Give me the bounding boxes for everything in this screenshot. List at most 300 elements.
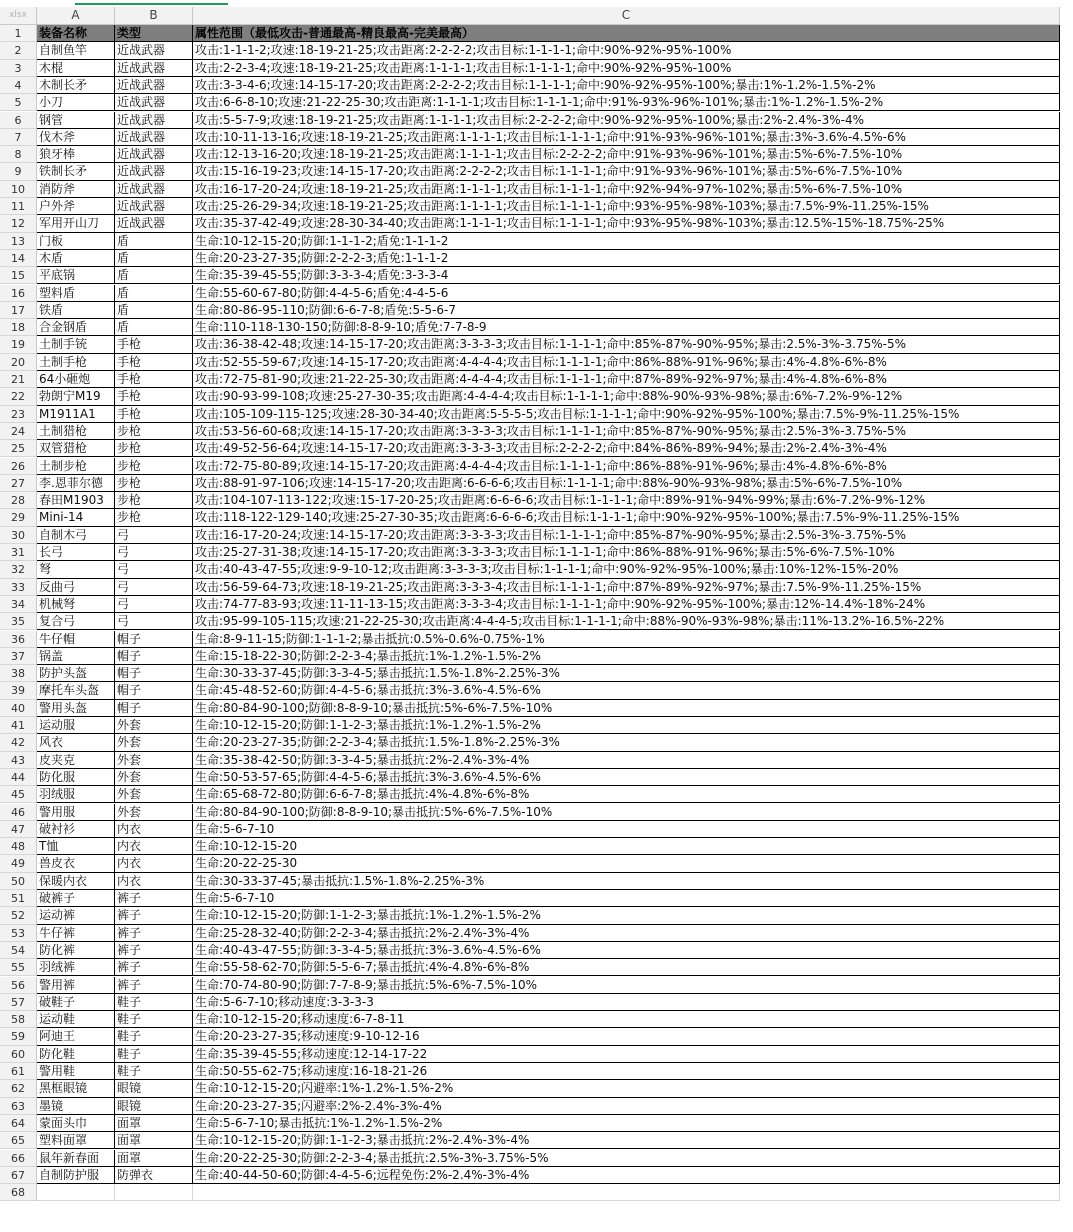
type-cell[interactable]: 帽子 [115, 700, 193, 717]
type-cell[interactable]: 裤子 [115, 977, 193, 994]
attr-cell[interactable]: 生命:50-53-57-65;防御:4-4-5-6;暴击抵抗:3%-3.6%-4.5%-6% [193, 769, 1060, 786]
type-cell[interactable]: 鞋子 [115, 1028, 193, 1045]
attr-cell[interactable]: 生命:20-23-27-35;防御:2-2-3-4;暴击抵抗:1.5%-1.8%-2.25%-3% [193, 734, 1060, 751]
row-number[interactable]: 36 [0, 631, 37, 648]
attr-cell[interactable]: 攻击:15-16-19-23;攻速:14-15-17-20;攻击距离:2-2-2-2;攻击目标:1-1-1-1;命中:91%-93%-96%-101%;暴击:5%-6%-7.5%-10% [193, 163, 1060, 180]
row-number[interactable]: 5 [0, 94, 37, 111]
type-cell[interactable]: 外套 [115, 717, 193, 734]
name-cell[interactable]: 鼠年新春面 [37, 1150, 115, 1167]
row-number[interactable]: 34 [0, 596, 37, 613]
row-number[interactable]: 24 [0, 423, 37, 440]
table-row [0, 1115, 1060, 1132]
type-cell[interactable]: 外套 [115, 786, 193, 803]
type-cell[interactable]: 近战武器 [115, 181, 193, 198]
row-number[interactable]: 66 [0, 1150, 37, 1167]
row-number[interactable]: 31 [0, 544, 37, 561]
row-number[interactable]: 45 [0, 786, 37, 803]
row-number[interactable]: 7 [0, 129, 37, 146]
name-cell[interactable]: 警用头盔 [37, 700, 115, 717]
attr-cell[interactable]: 攻击:35-37-42-49;攻速:28-30-34-40;攻击距离:1-1-1-1;攻击目标:1-1-1-1;命中:93%-95%-98%-103%;暴击:12.5%-15%-18.75%-25% [193, 215, 1060, 232]
row-number[interactable]: 13 [0, 233, 37, 250]
attr-cell[interactable]: 攻击:12-13-16-20;攻速:18-19-21-25;攻击距离:1-1-1-1;攻击目标:2-2-2-2;命中:91%-93%-96%-101%;暴击:5%-6%-7.5%-10% [193, 146, 1060, 163]
attr-cell[interactable]: 生命:10-12-15-20;防御:1-1-2-3;暴击抵抗:1%-1.2%-1.5%-2% [193, 717, 1060, 734]
row-number[interactable]: 55 [0, 959, 37, 976]
row-number[interactable]: 4 [0, 77, 37, 94]
name-cell[interactable]: 运动裤 [37, 907, 115, 924]
type-cell[interactable]: 盾 [115, 233, 193, 250]
type-cell[interactable]: 近战武器 [115, 146, 193, 163]
name-cell[interactable]: 破衬衫 [37, 821, 115, 838]
type-cell[interactable]: 弓 [115, 527, 193, 544]
column-header-c[interactable]: C [193, 7, 1060, 25]
row-number[interactable]: 18 [0, 319, 37, 336]
name-cell[interactable]: 警用裤 [37, 977, 115, 994]
attr-cell[interactable]: 攻击:3-3-4-6;攻速:14-15-17-20;攻击距离:2-2-2-2;攻击目标:1-1-1-1;命中:90%-92%-95%-100%;暴击:1%-1.2%-1.5%-2% [193, 77, 1060, 94]
name-cell[interactable]: 机械弩 [37, 596, 115, 613]
name-cell[interactable]: 羽绒服 [37, 786, 115, 803]
name-cell[interactable]: 木制长矛 [37, 77, 115, 94]
name-cell[interactable]: 李.恩菲尔德 [37, 475, 115, 492]
name-cell[interactable]: 警用鞋 [37, 1063, 115, 1080]
table-row [0, 804, 1060, 821]
attr-cell[interactable]: 攻击:6-6-8-10;攻速:21-22-25-30;攻击距离:1-1-1-1;攻击目标:1-1-1-1;命中:91%-93%-96%-101%;暴击:1%-1.2%-1.5%-2% [193, 94, 1060, 111]
type-cell[interactable]: 盾 [115, 302, 193, 319]
row-number[interactable]: 23 [0, 406, 37, 423]
attr-cell[interactable]: 生命:20-23-27-35;移动速度:9-10-12-16 [193, 1028, 1060, 1045]
name-cell[interactable]: 土制手铳 [37, 336, 115, 353]
type-cell[interactable]: 步枪 [115, 492, 193, 509]
name-cell[interactable]: 塑料盾 [37, 285, 115, 302]
row-number[interactable]: 37 [0, 648, 37, 665]
row-number[interactable]: 22 [0, 388, 37, 405]
type-cell[interactable]: 步枪 [115, 423, 193, 440]
attr-cell[interactable]: 生命:30-33-37-45;防御:3-3-4-5;暴击抵抗:1.5%-1.8%-2.25%-3% [193, 665, 1060, 682]
select-all-corner[interactable]: xlsx [0, 7, 37, 25]
type-cell[interactable]: 近战武器 [115, 77, 193, 94]
name-cell[interactable]: 合金钢盾 [37, 319, 115, 336]
attr-cell[interactable]: 攻击:10-11-13-16;攻速:18-19-21-25;攻击距离:1-1-1-1;攻击目标:1-1-1-1;命中:91%-93%-96%-101%;暴击:3%-3.6%-4.5%-6% [193, 129, 1060, 146]
name-cell[interactable]: 防化服 [37, 769, 115, 786]
attr-cell[interactable]: 攻击:25-27-31-38;攻速:14-15-17-20;攻击距离:3-3-3-3;攻击目标:1-1-1-1;命中:86%-88%-91%-96%;暴击:5%-6%-7.5%-10% [193, 544, 1060, 561]
attr-cell[interactable]: 生命:55-60-67-80;防御:4-4-5-6;盾免:4-4-5-6 [193, 285, 1060, 302]
row-number[interactable]: 16 [0, 285, 37, 302]
attr-cell[interactable]: 生命:10-12-15-20;防御:1-1-2-3;暴击抵抗:2%-2.4%-3%-4% [193, 1132, 1060, 1149]
attr-cell[interactable]: 攻击:104-107-113-122;攻速:15-17-20-25;攻击距离:6-6-6-6;攻击目标:1-1-1-1;命中:89%-91%-94%-99%;暴击:6%-7.2%-9%-12% [193, 492, 1060, 509]
name-cell[interactable]: 蒙面头巾 [37, 1115, 115, 1132]
table-row [0, 302, 1060, 319]
name-cell[interactable]: 小刀 [37, 94, 115, 111]
type-cell[interactable]: 内衣 [115, 855, 193, 872]
type-cell[interactable]: 帽子 [115, 682, 193, 699]
row-number[interactable]: 64 [0, 1115, 37, 1132]
row-number[interactable]: 65 [0, 1132, 37, 1149]
type-cell[interactable]: 面罩 [115, 1132, 193, 1149]
type-cell[interactable]: 面罩 [115, 1115, 193, 1132]
type-cell[interactable]: 弓 [115, 561, 193, 578]
attr-cell[interactable]: 攻击:90-93-99-108;攻速:25-27-30-35;攻击距离:4-4-4-4;攻击目标:1-1-1-1;命中:88%-90%-93%-98%;暴击:6%-7.2%-9%-12% [193, 388, 1060, 405]
name-cell[interactable]: 勃朗宁M19 [37, 388, 115, 405]
attr-cell[interactable]: 生命:80-84-90-100;防御:8-8-9-10;暴击抵抗:5%-6%-7.5%-10% [193, 804, 1060, 821]
row-number[interactable]: 27 [0, 475, 37, 492]
attr-cell[interactable]: 攻击:49-52-56-64;攻速:14-15-17-20;攻击距离:3-3-3-3;攻击目标:2-2-2-2;命中:84%-86%-89%-94%;暴击:2%-2.4%-3%-4% [193, 440, 1060, 457]
name-cell[interactable]: 墨镜 [37, 1098, 115, 1115]
row-number[interactable]: 2 [0, 42, 37, 59]
type-cell[interactable]: 步枪 [115, 440, 193, 457]
attr-cell[interactable]: 生命:10-12-15-20;防御:1-1-1-2;盾免:1-1-1-2 [193, 233, 1060, 250]
row-number[interactable]: 28 [0, 492, 37, 509]
type-cell[interactable]: 鞋子 [115, 1046, 193, 1063]
name-cell[interactable]: 铁盾 [37, 302, 115, 319]
name-cell[interactable]: 摩托车头盔 [37, 682, 115, 699]
attr-cell[interactable]: 攻击:72-75-81-90;攻速:21-22-25-30;攻击距离:4-4-4-4;攻击目标:1-1-1-1;命中:87%-89%-92%-97%;暴击:4%-4.8%-6%-8% [193, 371, 1060, 388]
attr-cell[interactable]: 生命:30-33-37-45;暴击抵抗:1.5%-1.8%-2.25%-3% [193, 873, 1060, 890]
row-number[interactable]: 32 [0, 561, 37, 578]
row-number[interactable]: 59 [0, 1028, 37, 1045]
type-cell[interactable]: 手枪 [115, 336, 193, 353]
attr-cell[interactable]: 生命:8-9-11-15;防御:1-1-1-2;暴击抵抗:0.5%-0.6%-0.75%-1% [193, 631, 1060, 648]
table-cell[interactable] [37, 1184, 115, 1201]
type-cell[interactable]: 弓 [115, 613, 193, 630]
table-row [0, 267, 1060, 284]
type-cell[interactable]: 手枪 [115, 354, 193, 371]
attr-cell[interactable]: 生命:55-58-62-70;防御:5-5-6-7;暴击抵抗:4%-4.8%-6%-8% [193, 959, 1060, 976]
row-number[interactable]: 38 [0, 665, 37, 682]
name-cell[interactable]: 兽皮衣 [37, 855, 115, 872]
table-row [0, 458, 1060, 475]
type-cell[interactable]: 手枪 [115, 371, 193, 388]
name-cell[interactable]: 户外斧 [37, 198, 115, 215]
row-number[interactable]: 39 [0, 682, 37, 699]
attr-cell[interactable]: 生命:5-6-7-10;移动速度:3-3-3-3 [193, 994, 1060, 1011]
row-number[interactable]: 50 [0, 873, 37, 890]
name-cell[interactable]: 长弓 [37, 544, 115, 561]
row-number[interactable]: 68 [0, 1184, 37, 1201]
attr-cell[interactable]: 生命:40-43-47-55;防御:3-3-4-5;暴击抵抗:3%-3.6%-4.5%-6% [193, 942, 1060, 959]
name-cell[interactable]: 牛仔帽 [37, 631, 115, 648]
row-number[interactable]: 54 [0, 942, 37, 959]
row-number[interactable]: 11 [0, 198, 37, 215]
name-cell[interactable]: 破裤子 [37, 890, 115, 907]
type-cell[interactable]: 弓 [115, 544, 193, 561]
row-number[interactable]: 51 [0, 890, 37, 907]
attr-cell[interactable]: 生命:40-44-50-60;防御:4-4-5-6;远程免伤:2%-2.4%-3%-4% [193, 1167, 1060, 1184]
column-header-a[interactable]: A [37, 7, 115, 25]
type-cell[interactable]: 近战武器 [115, 215, 193, 232]
attr-cell[interactable]: 攻击:16-17-20-24;攻速:14-15-17-20;攻击距离:3-3-3-3;攻击目标:1-1-1-1;命中:85%-87%-90%-95%;暴击:2.5%-3%-3.75%-5% [193, 527, 1060, 544]
row-number[interactable]: 49 [0, 855, 37, 872]
attr-cell[interactable]: 生命:50-55-62-75;移动速度:16-18-21-26 [193, 1063, 1060, 1080]
type-cell[interactable]: 盾 [115, 267, 193, 284]
row-number[interactable]: 21 [0, 371, 37, 388]
type-cell[interactable]: 裤子 [115, 907, 193, 924]
attr-cell[interactable]: 攻击:95-99-105-115;攻速:21-22-25-30;攻击距离:4-4-4-5;攻击目标:1-1-1-1;命中:88%-90%-93%-98%;暴击:11%-13.2%-16.5%-22% [193, 613, 1060, 630]
type-cell[interactable]: 内衣 [115, 821, 193, 838]
attr-cell[interactable]: 生命:110-118-130-150;防御:8-8-9-10;盾免:7-7-8-9 [193, 319, 1060, 336]
attr-cell[interactable]: 生命:45-48-52-60;防御:4-4-5-6;暴击抵抗:3%-3.6%-4.5%-6% [193, 682, 1060, 699]
row-number[interactable]: 19 [0, 336, 37, 353]
attr-cell[interactable]: 生命:20-23-27-35;防御:2-2-2-3;盾免:1-1-1-2 [193, 250, 1060, 267]
type-cell[interactable]: 弓 [115, 579, 193, 596]
table-row [0, 1167, 1060, 1184]
attr-cell[interactable]: 攻击:118-122-129-140;攻速:25-27-30-35;攻击距离:6-6-6-6;攻击目标:1-1-1-1;命中:90%-92%-95%-100%;暴击:7.5%-9%-11.25%-15% [193, 509, 1060, 526]
table-row [0, 752, 1060, 769]
attr-cell[interactable]: 攻击:53-56-60-68;攻速:14-15-17-20;攻击距离:3-3-3-3;攻击目标:1-1-1-1;命中:85%-87%-90%-95%;暴击:2.5%-3%-3.75%-5% [193, 423, 1060, 440]
table-cell[interactable] [115, 1184, 193, 1201]
attr-cell[interactable]: 攻击:56-59-64-73;攻速:18-19-21-25;攻击距离:3-3-3-4;攻击目标:1-1-1-1;命中:87%-89%-92%-97%;暴击:7.5%-9%-11.25%-15% [193, 579, 1060, 596]
attr-cell[interactable]: 攻击:1-1-1-2;攻速:18-19-21-25;攻击距离:2-2-2-2;攻击目标:1-1-1-1;命中:90%-92%-95%-100% [193, 42, 1060, 59]
attr-cell[interactable]: 攻击:74-77-83-93;攻速:11-11-13-15;攻击距离:3-3-3-4;攻击目标:1-1-1-1;命中:90%-92%-95%-100%;暴击:12%-14.4%-18%-24% [193, 596, 1060, 613]
type-cell[interactable]: 鞋子 [115, 1063, 193, 1080]
attr-cell[interactable]: 攻击:105-109-115-125;攻速:28-30-34-40;攻击距离:5-5-5-5;攻击目标:1-1-1-1;命中:90%-92%-95%-100%;暴击:7.5%-9%-11.25%-15% [193, 406, 1060, 423]
type-cell[interactable]: 步枪 [115, 475, 193, 492]
name-cell[interactable]: 阿迪王 [37, 1028, 115, 1045]
row-number[interactable]: 47 [0, 821, 37, 838]
type-cell[interactable]: 内衣 [115, 838, 193, 855]
row-number[interactable]: 25 [0, 440, 37, 457]
attr-cell[interactable]: 攻击:72-75-80-89;攻速:14-15-17-20;攻击距离:4-4-4-4;攻击目标:1-1-1-1;命中:86%-88%-91%-96%;暴击:4%-4.8%-6%-8% [193, 458, 1060, 475]
name-cell[interactable]: 风衣 [37, 734, 115, 751]
row-number[interactable]: 30 [0, 527, 37, 544]
attr-cell[interactable]: 生命:35-38-42-50;防御:3-3-4-5;暴击抵抗:2%-2.4%-3%-4% [193, 752, 1060, 769]
type-cell[interactable]: 外套 [115, 752, 193, 769]
attr-cell[interactable]: 攻击:2-2-3-4;攻速:18-19-21-25;攻击距离:1-1-1-1;攻击目标:1-1-1-1;命中:90%-92%-95%-100% [193, 60, 1060, 77]
name-cell[interactable]: 消防斧 [37, 181, 115, 198]
row-number[interactable]: 61 [0, 1063, 37, 1080]
name-cell[interactable]: 防护头盔 [37, 665, 115, 682]
attr-cell[interactable]: 生命:70-74-80-90;防御:7-7-8-9;暴击抵抗:5%-6%-7.5%-10% [193, 977, 1060, 994]
name-cell[interactable]: 伐木斧 [37, 129, 115, 146]
name-cell[interactable]: M1911A1 [37, 406, 115, 423]
type-cell[interactable]: 裤子 [115, 959, 193, 976]
attr-cell[interactable]: 生命:20-22-25-30;防御:2-2-3-4;暴击抵抗:2.5%-3%-3.75%-5% [193, 1150, 1060, 1167]
name-cell[interactable]: 保暖内衣 [37, 873, 115, 890]
name-cell[interactable]: 军用开山刀 [37, 215, 115, 232]
type-cell[interactable]: 鞋子 [115, 1011, 193, 1028]
table-row [0, 786, 1060, 803]
table-row [0, 1098, 1060, 1115]
attr-cell[interactable]: 生命:25-28-32-40;防御:2-2-3-4;暴击抵抗:2%-2.4%-3%-4% [193, 925, 1060, 942]
row-number[interactable]: 29 [0, 509, 37, 526]
row-number[interactable]: 63 [0, 1098, 37, 1115]
type-cell[interactable]: 盾 [115, 319, 193, 336]
attr-cell[interactable]: 生命:5-6-7-10 [193, 890, 1060, 907]
type-cell[interactable]: 近战武器 [115, 112, 193, 129]
table-row [0, 198, 1060, 215]
type-cell[interactable]: 外套 [115, 734, 193, 751]
name-cell[interactable]: 平底锅 [37, 267, 115, 284]
attr-cell[interactable]: 生命:15-18-22-30;防御:2-2-3-4;暴击抵抗:1%-1.2%-1.5%-2% [193, 648, 1060, 665]
type-cell[interactable]: 防弹衣 [115, 1167, 193, 1184]
row-number[interactable]: 43 [0, 752, 37, 769]
type-cell[interactable]: 手枪 [115, 388, 193, 405]
table-row [0, 388, 1060, 405]
attr-cell[interactable]: 生命:35-39-45-55;移动速度:12-14-17-22 [193, 1046, 1060, 1063]
name-cell[interactable]: 牛仔裤 [37, 925, 115, 942]
name-cell[interactable]: 运动服 [37, 717, 115, 734]
name-cell[interactable]: 复合弓 [37, 613, 115, 630]
name-cell[interactable]: 锅盖 [37, 648, 115, 665]
attr-cell[interactable]: 攻击:52-55-59-67;攻速:14-15-17-20;攻击距离:4-4-4-4;攻击目标:1-1-1-1;命中:86%-88%-91%-96%;暴击:4%-4.8%-6%-8% [193, 354, 1060, 371]
attr-cell[interactable]: 攻击:40-43-47-55;攻速:9-9-10-12;攻击距离:3-3-3-3;攻击目标:1-1-1-1;命中:90%-92%-95%-100%;暴击:10%-12%-15%-20% [193, 561, 1060, 578]
attr-cell[interactable]: 生命:10-12-15-20;移动速度:6-7-8-11 [193, 1011, 1060, 1028]
name-cell[interactable]: 铁制长矛 [37, 163, 115, 180]
name-cell[interactable]: 双管猎枪 [37, 440, 115, 457]
row-number[interactable]: 46 [0, 804, 37, 821]
type-cell[interactable]: 近战武器 [115, 198, 193, 215]
name-cell[interactable]: 土制猎枪 [37, 423, 115, 440]
row-number[interactable]: 62 [0, 1080, 37, 1097]
attr-cell[interactable]: 生命:35-39-45-55;防御:3-3-3-4;盾免:3-3-3-4 [193, 267, 1060, 284]
name-cell[interactable]: 运动鞋 [37, 1011, 115, 1028]
name-cell[interactable]: 自制木弓 [37, 527, 115, 544]
type-cell[interactable]: 眼镜 [115, 1098, 193, 1115]
row-number[interactable]: 9 [0, 163, 37, 180]
row-number[interactable]: 1 [0, 25, 37, 42]
attr-cell[interactable]: 攻击:25-26-29-34;攻速:18-19-21-25;攻击距离:1-1-1-1;攻击目标:1-1-1-1;命中:93%-95%-98%-103%;暴击:7.5%-9%-11.25%-15% [193, 198, 1060, 215]
name-cell[interactable]: 警用服 [37, 804, 115, 821]
type-cell[interactable]: 弓 [115, 596, 193, 613]
table-cell[interactable] [193, 1184, 1060, 1201]
type-cell[interactable]: 裤子 [115, 942, 193, 959]
type-cell[interactable]: 眼镜 [115, 1080, 193, 1097]
table-row [0, 406, 1060, 423]
name-cell[interactable]: 防化鞋 [37, 1046, 115, 1063]
row-number[interactable]: 26 [0, 458, 37, 475]
name-cell[interactable]: 自制防护服 [37, 1167, 115, 1184]
row-number[interactable]: 8 [0, 146, 37, 163]
name-cell[interactable]: 64小砸炮 [37, 371, 115, 388]
row-number[interactable]: 57 [0, 994, 37, 1011]
table-row [0, 527, 1060, 544]
type-cell[interactable]: 帽子 [115, 631, 193, 648]
type-cell[interactable]: 裤子 [115, 890, 193, 907]
attr-cell[interactable]: 生命:80-84-90-100;防御:8-8-9-10;暴击抵抗:5%-6%-7.5%-10% [193, 700, 1060, 717]
row-number[interactable]: 53 [0, 925, 37, 942]
type-cell[interactable]: 近战武器 [115, 94, 193, 111]
type-cell[interactable]: 外套 [115, 804, 193, 821]
attr-cell[interactable]: 生命:10-12-15-20;闪避率:1%-1.2%-1.5%-2% [193, 1080, 1060, 1097]
table-row [0, 631, 1060, 648]
type-cell[interactable]: 手枪 [115, 406, 193, 423]
name-cell[interactable]: 春田M1903 [37, 492, 115, 509]
row-number[interactable]: 67 [0, 1167, 37, 1184]
type-cell[interactable]: 近战武器 [115, 42, 193, 59]
name-cell[interactable]: 破鞋子 [37, 994, 115, 1011]
type-cell[interactable]: 盾 [115, 285, 193, 302]
row-number[interactable]: 33 [0, 579, 37, 596]
row-number[interactable]: 3 [0, 60, 37, 77]
name-cell[interactable]: 木盾 [37, 250, 115, 267]
attr-cell[interactable]: 攻击:5-5-7-9;攻速:18-19-21-25;攻击距离:1-1-1-1;攻击目标:2-2-2-2;命中:90%-92%-95%-100%;暴击:2%-2.4%-3%-4% [193, 112, 1060, 129]
header-cell-type[interactable]: 类型 [115, 25, 193, 42]
row-number[interactable]: 42 [0, 734, 37, 751]
name-cell[interactable]: Mini-14 [37, 509, 115, 526]
name-cell[interactable]: 土制步枪 [37, 458, 115, 475]
table-row [0, 994, 1060, 1011]
attr-cell[interactable]: 生命:10-12-15-20 [193, 838, 1060, 855]
attr-cell[interactable]: 生命:20-22-25-30 [193, 855, 1060, 872]
row-number[interactable]: 56 [0, 977, 37, 994]
type-cell[interactable]: 鞋子 [115, 994, 193, 1011]
name-cell[interactable]: 皮夹克 [37, 752, 115, 769]
row-number[interactable]: 58 [0, 1011, 37, 1028]
row-number[interactable]: 52 [0, 907, 37, 924]
type-cell[interactable]: 帽子 [115, 665, 193, 682]
row-number[interactable]: 41 [0, 717, 37, 734]
name-cell[interactable]: 土制手枪 [37, 354, 115, 371]
table-row [0, 163, 1060, 180]
name-cell[interactable]: 防化裤 [37, 942, 115, 959]
type-cell[interactable]: 步枪 [115, 509, 193, 526]
attr-cell[interactable]: 攻击:16-17-20-24;攻速:18-19-21-25;攻击距离:1-1-1-1;攻击目标:1-1-1-1;命中:92%-94%-97%-102%;暴击:5%-6%-7.5%-10% [193, 181, 1060, 198]
row-number[interactable]: 6 [0, 112, 37, 129]
table-row [0, 1063, 1060, 1080]
row-number[interactable]: 44 [0, 769, 37, 786]
name-cell[interactable]: 木棍 [37, 60, 115, 77]
table-row [0, 319, 1060, 336]
row-number[interactable]: 40 [0, 700, 37, 717]
attr-cell[interactable]: 生命:5-6-7-10 [193, 821, 1060, 838]
attr-cell[interactable]: 攻击:88-91-97-106;攻速:14-15-17-20;攻击距离:6-6-6-6;攻击目标:1-1-1-1;命中:88%-90%-93%-98%;暴击:5%-6%-7.5%-10% [193, 475, 1060, 492]
table-row [0, 1150, 1060, 1167]
attr-cell[interactable]: 生命:20-23-27-35;闪避率:2%-2.4%-3%-4% [193, 1098, 1060, 1115]
type-cell[interactable]: 盾 [115, 250, 193, 267]
attr-cell[interactable]: 生命:65-68-72-80;防御:6-6-7-8;暴击抵抗:4%-4.8%-6%-8% [193, 786, 1060, 803]
row-number[interactable]: 17 [0, 302, 37, 319]
name-cell[interactable]: 门板 [37, 233, 115, 250]
header-cell-name[interactable]: 装备名称 [37, 25, 115, 42]
type-cell[interactable]: 裤子 [115, 925, 193, 942]
table-row [0, 544, 1060, 561]
row-number[interactable]: 15 [0, 267, 37, 284]
type-cell[interactable]: 近战武器 [115, 60, 193, 77]
row-number[interactable]: 10 [0, 181, 37, 198]
name-cell[interactable]: 自制鱼竿 [37, 42, 115, 59]
table-row [0, 890, 1060, 907]
name-cell[interactable]: 塑料面罩 [37, 1132, 115, 1149]
row-number[interactable]: 20 [0, 354, 37, 371]
attr-cell[interactable]: 攻击:36-38-42-48;攻速:14-15-17-20;攻击距离:3-3-3-3;攻击目标:1-1-1-1;命中:85%-87%-90%-95%;暴击:2.5%-3%-3.75%-5% [193, 336, 1060, 353]
attr-cell[interactable]: 生命:80-86-95-110;防御:6-6-7-8;盾免:5-5-6-7 [193, 302, 1060, 319]
name-cell[interactable]: 黑框眼镜 [37, 1080, 115, 1097]
type-cell[interactable]: 帽子 [115, 648, 193, 665]
name-cell[interactable]: 反曲弓 [37, 579, 115, 596]
row-number[interactable]: 12 [0, 215, 37, 232]
type-cell[interactable]: 外套 [115, 769, 193, 786]
row-number[interactable]: 60 [0, 1046, 37, 1063]
name-cell[interactable]: 弩 [37, 561, 115, 578]
type-cell[interactable]: 内衣 [115, 873, 193, 890]
type-cell[interactable]: 近战武器 [115, 163, 193, 180]
row-number[interactable]: 35 [0, 613, 37, 630]
row-number[interactable]: 14 [0, 250, 37, 267]
row-number[interactable]: 48 [0, 838, 37, 855]
attr-cell[interactable]: 生命:5-6-7-10;暴击抵抗:1%-1.2%-1.5%-2% [193, 1115, 1060, 1132]
type-cell[interactable]: 步枪 [115, 458, 193, 475]
name-cell[interactable]: 狼牙棒 [37, 146, 115, 163]
table-row [0, 1028, 1060, 1045]
type-cell[interactable]: 面罩 [115, 1150, 193, 1167]
attr-cell[interactable]: 生命:10-12-15-20;防御:1-1-2-3;暴击抵抗:1%-1.2%-1.5%-2% [193, 907, 1060, 924]
table-row [0, 665, 1060, 682]
name-cell[interactable]: 钢管 [37, 112, 115, 129]
table-row [0, 129, 1060, 146]
type-cell[interactable]: 近战武器 [115, 129, 193, 146]
header-cell-attr[interactable]: 属性范围（最低攻击-普通最高-精良最高-完美最高） [193, 25, 1060, 42]
column-header-b[interactable]: B [115, 7, 193, 25]
name-cell[interactable]: T恤 [37, 838, 115, 855]
name-cell[interactable]: 羽绒裤 [37, 959, 115, 976]
